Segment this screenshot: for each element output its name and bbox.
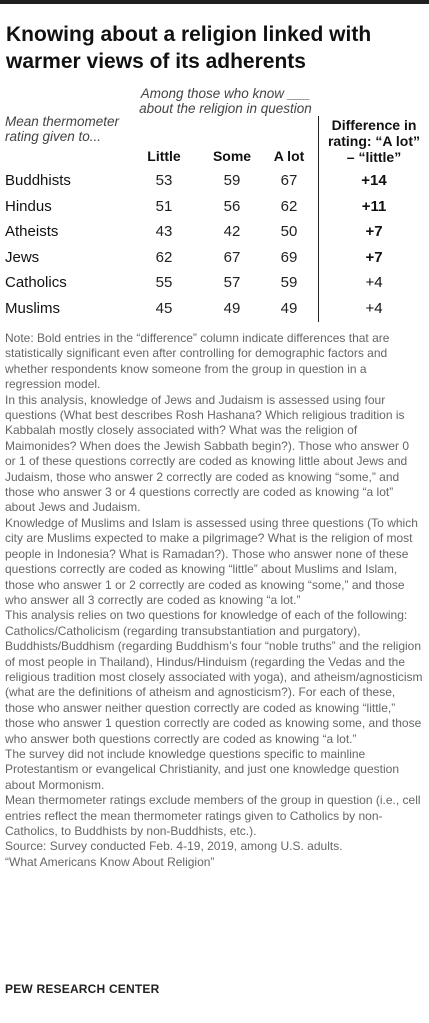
table-row bbox=[0, 221, 429, 245]
cell-difference: +11 bbox=[361, 197, 387, 215]
cell-alot: 50 bbox=[280, 223, 298, 241]
chart-title: Knowing about a religion linked with warmer views of its adherents bbox=[6, 23, 372, 73]
difference-header-line: – “little” bbox=[346, 149, 402, 165]
row-label: Atheists bbox=[5, 223, 59, 241]
top-rule bbox=[0, 0, 429, 4]
table-row bbox=[0, 170, 429, 194]
cell-little: 51 bbox=[155, 197, 173, 215]
note-paragraph: The survey did not include knowledge questions specific to mainline Protestantism or evangelical Christianity, and just one knowledge question about Mormonism. bbox=[5, 746, 399, 792]
note-paragraph: This analysis relies on two questions for knowledge of each of the following: Catholics/Catholicism (regarding transubstantiation and purgatory), Buddhists/Buddhism (regarding Buddhism’s four “noble truths” and the religion of most people in Thailand), Hindus/Hinduism (regarding the Vedas and the religious tradition most closely associated with yoga), and atheism/agnosticism (what are the definitions of atheism and agnosticism?). For each of these, those who answer neither question correctly are coded as knowing “little,” those who answer 1 question correctly are coded as knowing some, and those who answer both questions correctly are coded as knowing “a lot.” bbox=[5, 608, 423, 746]
group-header: Among those who know ___ about the religion in question bbox=[139, 86, 312, 116]
difference-header bbox=[320, 117, 428, 165]
row-label: Muslims bbox=[5, 300, 60, 317]
notes bbox=[5, 331, 423, 870]
cell-some: 42 bbox=[223, 223, 241, 241]
column-header-alot: A lot bbox=[273, 148, 305, 164]
cell-some: 67 bbox=[223, 248, 241, 266]
cell-little: 53 bbox=[155, 172, 173, 189]
cell-difference: +7 bbox=[365, 223, 383, 241]
difference-header-line: Difference in bbox=[331, 117, 417, 133]
cell-little: 62 bbox=[155, 248, 173, 266]
cell-some: 57 bbox=[223, 274, 241, 292]
cell-difference: +4 bbox=[365, 274, 383, 292]
cell-alot: 62 bbox=[280, 197, 298, 215]
cell-little: 43 bbox=[155, 223, 173, 241]
row-label: Hindus bbox=[5, 197, 52, 215]
table-row bbox=[0, 298, 429, 322]
note-paragraph: Note: Bold entries in the “difference” column indicate differences that are statistically significant even after controlling for demographic factors and whether respondents know someone from the group in question in a regression model. bbox=[5, 331, 390, 392]
row-header: Mean thermometer rating given to... bbox=[5, 114, 120, 144]
note-paragraph: Knowledge of Muslims and Islam is assessed using three questions (To which city are Muslims expected to make a pilgrimage? What is the religion of most people in Indonesia? What is Ramadan?). Those who answer none of these questions correctly are coded as knowing “little” about Muslims and Islam, those who answer 1 or 2 correctly are coded as knowing “some,” and those who answer all 3 correctly are coded as knowing “a lot.” bbox=[5, 515, 418, 607]
source-organization: PEW RESEARCH CENTER bbox=[5, 982, 160, 996]
report-title: “What Americans Know About Religion” bbox=[5, 854, 215, 869]
difference-header-line: rating: “A lot” bbox=[327, 133, 421, 149]
cell-some: 49 bbox=[223, 300, 241, 317]
cell-little: 55 bbox=[155, 274, 173, 292]
cell-difference: +4 bbox=[365, 300, 383, 317]
cell-alot: 49 bbox=[280, 300, 298, 317]
row-label: Jews bbox=[5, 248, 40, 266]
source-line: Source: Survey conducted Feb. 4-19, 2019, among U.S. adults. bbox=[5, 839, 343, 854]
cell-some: 59 bbox=[223, 172, 241, 189]
row-label: Buddhists bbox=[5, 172, 71, 189]
row-label: Catholics bbox=[5, 274, 67, 292]
note-paragraph: Mean thermometer ratings exclude members of the group in question (i.e., cell entries reflect the mean thermometer ratings given to Catholics by non-Catholics, to Buddhists by non-Buddhists, etc.). bbox=[5, 793, 421, 838]
cell-alot: 67 bbox=[280, 172, 298, 189]
table-row bbox=[0, 247, 429, 271]
table-row bbox=[0, 272, 429, 296]
cell-difference: +14 bbox=[361, 172, 387, 189]
column-header-little: Little bbox=[147, 148, 181, 164]
cell-alot: 69 bbox=[280, 248, 298, 266]
cell-difference: +7 bbox=[365, 248, 383, 266]
cell-little: 45 bbox=[155, 300, 173, 317]
cell-some: 56 bbox=[223, 197, 241, 215]
cell-alot: 59 bbox=[280, 274, 298, 292]
column-header-some: Some bbox=[212, 148, 252, 164]
table-row bbox=[0, 196, 429, 220]
note-paragraph: In this analysis, knowledge of Jews and Judaism is assessed using four questions (What best describes Rosh Hashana? Which religious tradition is Kabbalah mostly closely associated with? What was the religion of Maimonides? When does the Jewish Sabbath begin?). Those who answer 0 or 1 of these questions correctly are coded as knowing little about Jews and Judaism, those who answer 2 correctly are coded as knowing “some,” and those who answer 3 or 4 questions correctly are coded as knowing “a lot” about Jews and Judaism. bbox=[5, 392, 410, 515]
